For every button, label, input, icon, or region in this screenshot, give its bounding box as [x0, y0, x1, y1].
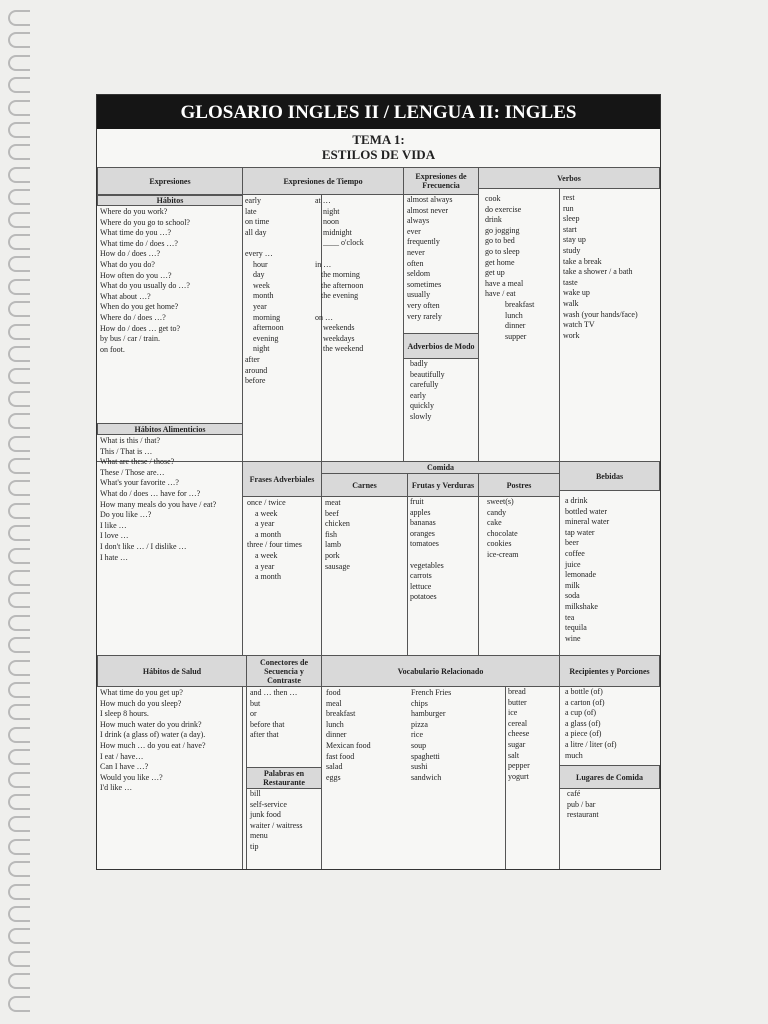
list-item: the afternoon: [315, 280, 364, 290]
list-item: week: [245, 280, 270, 290]
subtitle: ESTILOS DE VIDA: [321, 147, 436, 162]
list-item: beer: [565, 538, 579, 548]
list-item: What do you do?: [100, 259, 155, 269]
spiral-ring: [8, 615, 30, 631]
vocab-list-c: [508, 687, 530, 782]
list-item: This / That is …: [100, 446, 153, 456]
lugares-list: [567, 789, 599, 821]
list-item: soup: [411, 740, 427, 750]
frecuencia-list: [407, 195, 453, 322]
list-item: oranges: [410, 528, 435, 538]
spiral-ring: [8, 144, 30, 160]
list-item: I eat / have…: [100, 751, 144, 761]
list-item: cake: [487, 518, 502, 528]
list-item: menu: [250, 831, 268, 841]
list-item: on foot.: [100, 344, 125, 354]
list-item: sometimes: [407, 279, 442, 289]
header-recipientes: Recipientes y Porciones: [559, 655, 660, 687]
list-item: go to bed: [485, 236, 515, 246]
list-item: very often: [407, 300, 440, 310]
conectores-list: [250, 688, 297, 741]
list-item: on time: [245, 217, 270, 227]
spiral-ring: [8, 256, 30, 272]
header-habitos-alimenticios: Hábitos Alimenticios: [97, 423, 243, 435]
list-item: a litre / liter (of): [565, 739, 617, 749]
list-item: morning: [245, 312, 281, 322]
list-item: I drink (a glass of) water (a day).: [100, 730, 206, 740]
list-item: ____ o'clock: [315, 238, 364, 248]
list-item: milkshake: [565, 601, 598, 611]
list-item: [410, 550, 444, 561]
glossary-sheet: [96, 94, 661, 870]
list-item: almost always: [407, 195, 453, 204]
list-item: work: [563, 330, 580, 340]
verbos-list-b: [563, 193, 638, 341]
list-item: often: [407, 258, 424, 268]
list-item: early: [245, 196, 261, 205]
list-item: Do you like …?: [100, 510, 152, 520]
list-item: [315, 302, 364, 313]
list-item: seldom: [407, 269, 431, 279]
list-item: How do / does … get to?: [100, 323, 180, 333]
list-item: carrots: [410, 571, 432, 581]
list-item: I don't like … / I dislike …: [100, 541, 187, 551]
tiempo-list-b: [315, 196, 364, 355]
spiral-ring: [8, 772, 30, 788]
list-item: soda: [565, 591, 580, 601]
header-expresiones: Expresiones: [97, 167, 243, 195]
list-item: Would you like …?: [100, 772, 163, 782]
list-item: hour: [245, 259, 268, 269]
list-item: bottled water: [565, 506, 607, 516]
spiral-ring: [8, 324, 30, 340]
header-palabras-restaurante: Palabras en Restaurante: [246, 767, 322, 789]
spiral-ring: [8, 480, 30, 496]
list-item: a bottle (of): [565, 687, 603, 696]
list-item: fruit: [410, 497, 424, 506]
list-item: waiter / waitress: [250, 820, 303, 830]
list-item: wake up: [563, 288, 590, 298]
list-item: restaurant: [567, 810, 599, 820]
list-item: spaghetti: [411, 751, 440, 761]
list-item: How much … do you eat / have?: [100, 740, 206, 750]
list-item: meat: [325, 498, 341, 507]
spiral-ring: [8, 391, 30, 407]
list-item: taste: [563, 277, 578, 287]
list-item: cookies: [487, 539, 512, 549]
list-item: hamburger: [411, 709, 446, 719]
list-item: Where do you work?: [100, 207, 168, 216]
list-item: I sleep 8 hours.: [100, 709, 149, 719]
spiral-ring: [8, 167, 30, 183]
list-item: have / eat: [485, 289, 516, 299]
spiral-ring: [8, 592, 30, 608]
list-item: lettuce: [410, 581, 432, 591]
spiral-ring: [8, 973, 30, 989]
header-bebidas: Bebidas: [559, 461, 660, 491]
list-item: study: [563, 245, 581, 255]
list-item: lemonade: [565, 570, 597, 580]
salud-list: [100, 688, 206, 794]
list-item: get home: [485, 257, 515, 267]
habitos-list: [100, 207, 190, 355]
list-item: How do / does …?: [100, 249, 160, 259]
list-item: early: [410, 390, 426, 400]
list-item: I hate …: [100, 552, 128, 562]
list-item: run: [563, 203, 574, 213]
spiral-ring: [8, 413, 30, 429]
list-item: What time do you get up?: [100, 688, 183, 697]
list-item: French Fries: [411, 688, 452, 697]
list-item: weekends: [315, 323, 355, 333]
list-item: tomatoes: [410, 539, 439, 549]
list-item: Mexican food: [326, 740, 371, 750]
list-item: afternoon: [245, 323, 284, 333]
list-item: lunch: [485, 310, 523, 320]
list-item: three / four times: [247, 540, 302, 550]
list-item: supper: [485, 331, 527, 341]
list-item: What about …?: [100, 291, 151, 301]
list-item: breakfast: [485, 299, 535, 309]
restaurante-list: [250, 789, 302, 853]
spiral-ring: [8, 525, 30, 541]
list-item: wine: [565, 633, 581, 643]
list-item: slowly: [410, 411, 432, 421]
verbos-list-a: [485, 194, 534, 342]
list-item: Where do you go to school?: [100, 217, 190, 227]
spiral-ring: [8, 682, 30, 698]
list-item: the morning: [315, 270, 360, 280]
list-item: sugar: [508, 739, 526, 749]
list-item: bananas: [410, 518, 436, 528]
list-item: in …: [315, 259, 332, 269]
list-item: eggs: [326, 772, 341, 782]
list-item: What is this / that?: [100, 436, 160, 445]
header-postres: Postres: [478, 473, 560, 497]
list-item: a cup (of): [565, 708, 597, 718]
header-carnes: Carnes: [321, 473, 408, 497]
list-item: a piece (of): [565, 729, 602, 739]
adverbios-list: [410, 359, 445, 423]
list-item: always: [407, 216, 430, 226]
list-item: sausage: [325, 561, 350, 571]
list-item: a carton (of): [565, 697, 605, 707]
alimenticios-list: [100, 436, 216, 563]
spiral-ring: [8, 951, 30, 967]
list-item: carefully: [410, 380, 439, 390]
list-item: day: [245, 270, 265, 280]
list-item: stay up: [563, 235, 586, 245]
list-item: yogurt: [508, 771, 529, 781]
list-item: beautifully: [410, 369, 445, 379]
spiral-ring: [8, 816, 30, 832]
list-item: What time do / does …?: [100, 238, 178, 248]
list-item: all day: [245, 227, 267, 237]
list-item: pork: [325, 550, 340, 560]
spiral-ring: [8, 839, 30, 855]
list-item: quickly: [410, 401, 434, 411]
list-item: after that: [250, 730, 279, 740]
spiral-ring: [8, 570, 30, 586]
list-item: and … then …: [250, 688, 298, 697]
spiral-ring: [8, 548, 30, 564]
bebidas-list: [565, 496, 609, 644]
list-item: a week: [247, 550, 278, 560]
list-item: I like …: [100, 520, 127, 530]
header-conectores: Conectores de Secuencia y Contraste: [246, 655, 322, 687]
list-item: after: [245, 354, 260, 364]
spiral-ring: [8, 100, 30, 116]
list-item: salt: [508, 750, 520, 760]
list-item: weekdays: [315, 333, 355, 343]
recipientes-list: [565, 687, 617, 761]
list-item: breakfast: [326, 709, 356, 719]
frutas-list: [410, 497, 444, 603]
spiral-ring: [8, 436, 30, 452]
list-item: the evening: [315, 291, 359, 301]
list-item: candy: [487, 507, 507, 517]
spiral-ring: [8, 368, 30, 384]
list-item: chocolate: [487, 528, 518, 538]
list-item: bread: [508, 687, 526, 696]
list-item: [245, 238, 284, 249]
header-adverbios-modo: Adverbios de Modo: [403, 333, 479, 359]
spiral-ring: [8, 637, 30, 653]
header-expresiones-frecuencia: Expresiones de Frecuencia: [403, 167, 479, 195]
list-item: pepper: [508, 761, 530, 771]
spiral-ring: [8, 660, 30, 676]
list-item: watch TV: [563, 320, 595, 330]
list-item: self-service: [250, 799, 287, 809]
tema-label: TEMA 1:: [352, 132, 405, 147]
spiral-ring: [8, 727, 30, 743]
list-item: drink: [485, 215, 502, 225]
spiral-ring: [8, 884, 30, 900]
list-item: butter: [508, 697, 527, 707]
list-item: salad: [326, 762, 343, 772]
list-item: How often do you …?: [100, 270, 172, 280]
list-item: start: [563, 224, 577, 234]
spiral-ring: [8, 10, 30, 26]
list-item: much: [565, 750, 583, 760]
carnes-list: [325, 498, 350, 572]
list-item: fast food: [326, 751, 355, 761]
list-item: dinner: [485, 321, 526, 331]
spiral-ring: [8, 749, 30, 765]
list-item: food: [326, 688, 341, 697]
vocab-list-b: [411, 688, 451, 783]
list-item: tea: [565, 612, 575, 622]
spiral-binding: [0, 10, 40, 1020]
spiral-ring: [8, 906, 30, 922]
page-title: GLOSARIO INGLES II / LENGUA II: INGLES: [97, 95, 660, 129]
list-item: What do / does … have for …?: [100, 488, 201, 498]
frases-list: [247, 498, 302, 583]
list-item: go jogging: [485, 225, 520, 235]
list-item: sweet(s): [487, 497, 514, 506]
list-item: cheese: [508, 729, 530, 739]
list-item: take a break: [563, 256, 602, 266]
list-item: cook: [485, 194, 501, 203]
list-item: take a shower / a bath: [563, 267, 633, 277]
list-item: sandwich: [411, 772, 442, 782]
list-item: before that: [250, 719, 285, 729]
header-frutas-verduras: Frutas y Verduras: [407, 473, 479, 497]
list-item: [315, 249, 364, 260]
list-item: I'd like …: [100, 783, 133, 793]
list-item: year: [245, 301, 267, 311]
list-item: evening: [245, 333, 279, 343]
spiral-ring: [8, 122, 30, 138]
list-item: meal: [326, 698, 342, 708]
list-item: noon: [315, 217, 339, 227]
list-item: by bus / car / train.: [100, 334, 160, 344]
list-item: have a meal: [485, 278, 524, 288]
list-item: or: [250, 709, 257, 719]
list-item: pizza: [411, 719, 428, 729]
list-item: milk: [565, 580, 580, 590]
spiral-ring: [8, 794, 30, 810]
list-item: sleep: [563, 214, 580, 224]
list-item: How much do you sleep?: [100, 698, 182, 708]
list-item: very rarely: [407, 311, 442, 321]
list-item: night: [315, 206, 340, 216]
list-item: once / twice: [247, 498, 286, 507]
header-comida: Comida: [321, 461, 560, 474]
list-item: I love …: [100, 531, 129, 541]
list-item: sushi: [411, 762, 428, 772]
list-item: juice: [565, 559, 581, 569]
list-item: ever: [407, 226, 421, 236]
spiral-ring: [8, 503, 30, 519]
spiral-ring: [8, 346, 30, 362]
tiempo-list-a: [245, 196, 284, 387]
list-item: a drink: [565, 496, 588, 505]
header-expresiones-tiempo: Expresiones de Tiempo: [242, 167, 404, 195]
list-item: late: [245, 206, 257, 216]
spiral-ring: [8, 32, 30, 48]
list-item: night: [245, 344, 270, 354]
list-item: café: [567, 789, 581, 798]
list-item: midnight: [315, 227, 352, 237]
list-item: apples: [410, 507, 431, 517]
list-item: a month: [247, 529, 281, 539]
list-item: lamb: [325, 540, 341, 550]
spiral-ring: [8, 928, 30, 944]
list-item: lunch: [326, 719, 344, 729]
list-item: the weekend: [315, 344, 364, 354]
list-item: chicken: [325, 519, 350, 529]
spiral-ring: [8, 212, 30, 228]
list-item: a year: [247, 561, 275, 571]
spiral-ring: [8, 458, 30, 474]
list-item: coffee: [565, 548, 585, 558]
list-item: What time do you …?: [100, 228, 172, 238]
list-item: a glass (of): [565, 718, 601, 728]
spiral-ring: [8, 279, 30, 295]
list-item: What's your favorite …?: [100, 478, 179, 488]
list-item: get up: [485, 268, 505, 278]
list-item: month: [245, 291, 274, 301]
spiral-ring: [8, 996, 30, 1012]
postres-list: [487, 497, 519, 561]
list-item: badly: [410, 359, 428, 368]
list-item: around: [245, 365, 268, 375]
list-item: every …: [245, 248, 273, 258]
list-item: potatoes: [410, 592, 437, 602]
header-lugares-comida: Lugares de Comida: [559, 765, 660, 789]
list-item: chips: [411, 698, 428, 708]
header-habitos-salud: Hábitos de Salud: [97, 655, 247, 687]
spiral-ring: [8, 189, 30, 205]
list-item: almost never: [407, 205, 449, 215]
list-item: ice-cream: [487, 549, 519, 559]
list-item: walk: [563, 298, 579, 308]
list-item: ice: [508, 708, 518, 718]
list-item: cereal: [508, 718, 528, 728]
list-item: fish: [325, 529, 337, 539]
list-item: Can I have …?: [100, 762, 149, 772]
spiral-ring: [8, 301, 30, 317]
spiral-ring: [8, 704, 30, 720]
list-item: but: [250, 698, 261, 708]
list-item: What are these / those?: [100, 457, 175, 467]
list-item: frequently: [407, 237, 440, 247]
spiral-ring: [8, 861, 30, 877]
list-item: go to sleep: [485, 246, 520, 256]
list-item: tip: [250, 841, 259, 851]
list-item: mineral water: [565, 517, 610, 527]
spiral-ring: [8, 234, 30, 250]
header-frases-adverbiales: Frases Adverbiales: [242, 461, 322, 497]
list-item: These / Those are…: [100, 467, 165, 477]
spiral-ring: [8, 77, 30, 93]
list-item: pub / bar: [567, 799, 596, 809]
list-item: wash (your hands/face): [563, 309, 638, 319]
list-item: How many meals do you have / eat?: [100, 499, 217, 509]
list-item: a month: [247, 572, 281, 582]
list-item: junk food: [250, 810, 281, 820]
header-verbos: Verbos: [478, 167, 660, 189]
list-item: vegetables: [410, 560, 444, 570]
list-item: bill: [250, 789, 261, 798]
list-item: usually: [407, 290, 431, 300]
list-item: at …: [315, 196, 331, 205]
vocab-list-a: [326, 688, 371, 783]
header-habitos: Hábitos: [97, 195, 243, 206]
list-item: before: [245, 376, 266, 386]
list-item: tap water: [565, 527, 595, 537]
list-item: How much water do you drink?: [100, 719, 202, 729]
list-item: When do you get home?: [100, 302, 179, 312]
list-item: tequila: [565, 623, 587, 633]
list-item: never: [407, 247, 425, 257]
list-item: a year: [247, 519, 275, 529]
header-vocabulario: Vocabulario Relacionado: [321, 655, 560, 687]
list-item: do exercise: [485, 204, 522, 214]
list-item: on …: [315, 312, 333, 322]
list-item: rice: [411, 730, 423, 740]
list-item: Where do / does …?: [100, 312, 166, 322]
spiral-ring: [8, 55, 30, 71]
list-item: beef: [325, 508, 339, 518]
list-item: a week: [247, 508, 278, 518]
list-item: dinner: [326, 730, 347, 740]
list-item: rest: [563, 193, 575, 202]
list-item: What do you usually do …?: [100, 281, 190, 291]
